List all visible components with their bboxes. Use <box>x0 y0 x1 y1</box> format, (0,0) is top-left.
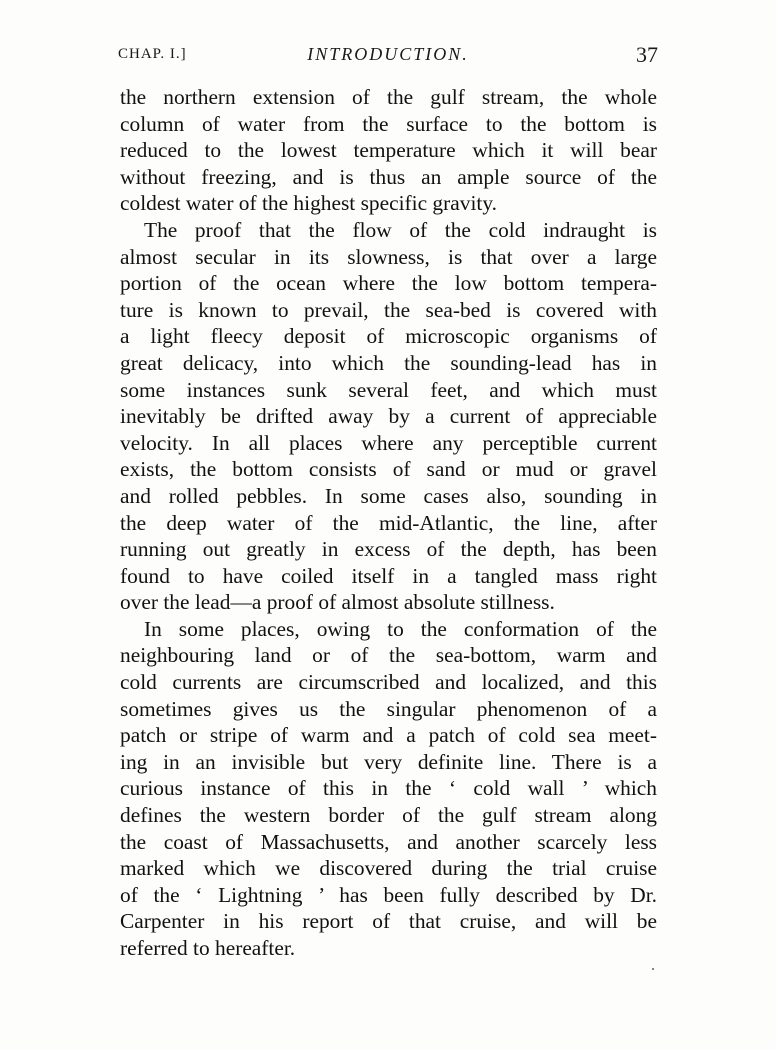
text-line: The proof that the flow of the cold indraught is <box>144 217 657 242</box>
text-line: ture is known to prevail, the sea-bed is covered with <box>120 297 657 322</box>
text-line: referred to hereafter. <box>120 936 296 960</box>
text-line: coldest water of the highest specific gravity. <box>120 191 497 216</box>
body-text <box>120 84 657 962</box>
running-title: INTRODUCTION. <box>307 44 469 64</box>
text-line: the coast of Massachusetts, and another scarcely less <box>120 829 657 854</box>
text-line: some instances sunk several feet, and which must <box>120 377 657 402</box>
paragraph-2 <box>120 217 657 616</box>
text-line: running out greatly in excess of the depth, has been <box>120 537 657 562</box>
text-line: ing in an invisible but very definite line. There is a <box>120 749 657 774</box>
text-line: and rolled pebbles. In some cases also, sounding in <box>120 483 657 508</box>
text-line: a light fleecy deposit of microscopic organisms of <box>120 324 657 349</box>
text-line: defines the western border of the gulf stream along <box>120 803 657 828</box>
text-line: cold currents are circumscribed and localized, and this <box>120 670 657 695</box>
paragraph-3 <box>120 616 657 962</box>
text-line: reduced to the lowest temperature which it will bear <box>120 138 657 163</box>
print-speck <box>652 968 654 970</box>
text-line: patch or stripe of warm and a patch of cold sea meet- <box>120 723 657 748</box>
page-number: 37 <box>636 42 658 67</box>
text-line: inevitably be drifted away by a current of appreciable <box>120 404 657 429</box>
text-line: In some places, owing to the conformation of the <box>144 616 657 641</box>
chapter-marker: CHAP. I.] <box>118 46 187 62</box>
text-line: curious instance of this in the ‘ cold wall ’ which <box>120 776 657 801</box>
text-line: the northern extension of the gulf stream, the whole <box>120 85 657 109</box>
running-header <box>118 42 658 72</box>
text-line: column of water from the surface to the bottom is <box>120 111 657 136</box>
text-line: great delicacy, into which the sounding-lead has in <box>120 350 657 375</box>
text-line: over the lead—a proof of almost absolute stillness. <box>120 590 555 615</box>
text-line: marked which we discovered during the trial cruise <box>120 856 657 881</box>
text-line: without freezing, and is thus an ample source of the <box>120 164 657 189</box>
text-line: sometimes gives us the singular phenomenon of a <box>120 696 657 721</box>
text-line: of the ‘ Lightning ’ has been fully described by Dr. <box>120 882 657 907</box>
text-line: velocity. In all places where any perceptible current <box>120 430 657 455</box>
text-line: found to have coiled itself in a tangled mass right <box>120 563 657 588</box>
text-line: portion of the ocean where the low bottom tempera- <box>120 271 657 296</box>
text-line: Carpenter in his report of that cruise, and will be <box>120 909 657 934</box>
text-line: exists, the bottom consists of sand or mud or gravel <box>120 457 657 482</box>
text-line: the deep water of the mid-Atlantic, the line, after <box>120 510 657 535</box>
text-line: almost secular in its slowness, is that over a large <box>120 244 657 269</box>
paragraph-1 <box>120 84 657 217</box>
text-line: neighbouring land or of the sea-bottom, warm and <box>120 643 657 668</box>
